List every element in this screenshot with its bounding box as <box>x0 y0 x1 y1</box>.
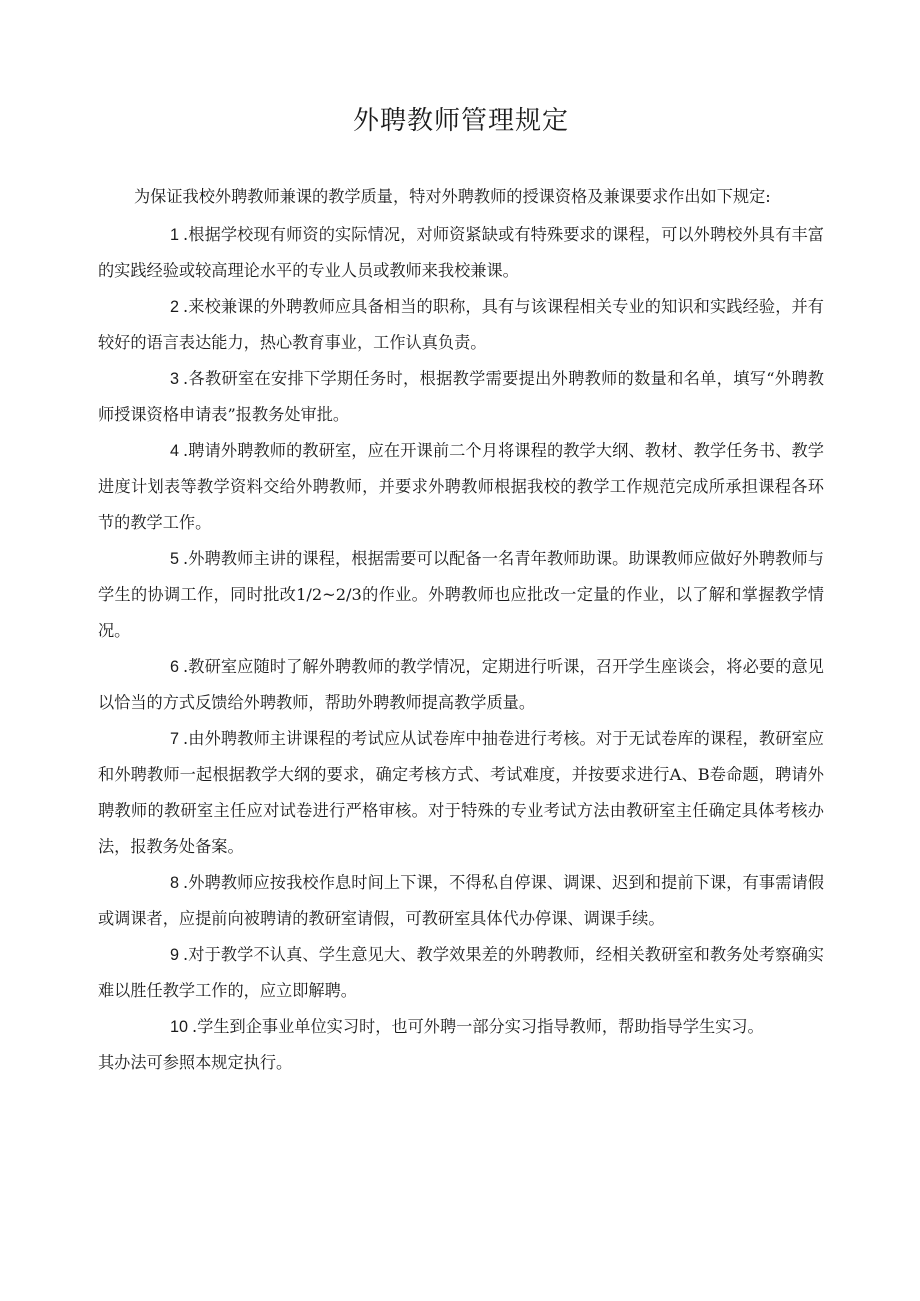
rule-number: 9 <box>170 946 180 964</box>
document-page <box>98 100 824 1081</box>
rule-number: 8 <box>170 874 180 892</box>
rule-number: 10 <box>170 1018 189 1036</box>
rule-item-4 <box>98 433 824 541</box>
rule-item-5 <box>98 541 824 649</box>
rule-text: .聘请外聘教师的教研室，应在开课前二个月将课程的教学大纲、教材、教学任务书、教学进度计划表等教学资料交给外聘教师，并要求外聘教师根据我校的教学工作规范完成所承担课程各环节的教学工作。 <box>98 441 824 532</box>
rule-number: 3 <box>170 370 180 388</box>
rule-item-7 <box>98 721 824 865</box>
rule-text: .各教研室在安排下学期任务时，根据教学需要提出外聘教师的数量和名单，填写“外聘教师授课资格申请表”报教务处审批。 <box>98 369 824 424</box>
rule-number: 4 <box>170 442 180 460</box>
rule-item-1 <box>98 217 824 289</box>
intro-paragraph: 为保证我校外聘教师兼课的教学质量，特对外聘教师的授课资格及兼课要求作出如下规定: <box>134 187 771 206</box>
closing-paragraph: 其办法可参照本规定执行。 <box>98 1053 293 1072</box>
rule-number: 2 <box>170 298 180 316</box>
rule-item-2 <box>98 289 824 361</box>
document-title: 外聘教师管理规定 <box>352 106 569 136</box>
rule-item-8 <box>98 865 824 937</box>
rule-number: 7 <box>170 730 180 748</box>
rule-text: .学生到企事业单位实习时，也可外聘一部分实习指导教师，帮助指导学生实习。 <box>192 1017 764 1036</box>
rule-item-6 <box>98 649 824 721</box>
rule-number: 1 <box>170 226 180 244</box>
rule-item-9 <box>98 937 824 1009</box>
rule-text: .来校兼课的外聘教师应具备相当的职称，具有与该课程相关专业的知识和实践经验，并有较好的语言表达能力，热心教育事业，工作认真负责。 <box>98 297 824 352</box>
rule-text: .由外聘教师主讲课程的考试应从试卷库中抽卷进行考核。对于无试卷库的课程，教研室应和外聘教师一起根据教学大纲的要求，确定考核方式、考试难度，并按要求进行A、B卷命题，聘请外聘教师的教研室主任应对试卷进行严格审核。对于特殊的专业考试方法由教研室主任确定具体考核办法，报教务处备案。 <box>98 729 824 856</box>
rule-item-10 <box>98 1009 824 1045</box>
rule-number: 5 <box>170 550 180 568</box>
rule-number: 6 <box>170 658 180 676</box>
rule-text: .外聘教师主讲的课程，根据需要可以配备一名青年教师助课。助课教师应做好外聘教师与学生的协调工作，同时批改1/2~2/3的作业。外聘教师也应批改一定量的作业，以了解和掌握教学情况。 <box>98 549 824 640</box>
rule-text: .教研室应随时了解外聘教师的教学情况，定期进行听课，召开学生座谈会，将必要的意见以恰当的方式反馈给外聘教师，帮助外聘教师提高教学质量。 <box>98 657 824 712</box>
rule-text: .对于教学不认真、学生意见大、教学效果差的外聘教师，经相关教研室和教务处考察确实难以胜任教学工作的，应立即解聘。 <box>98 945 824 1000</box>
rule-text: .根据学校现有师资的实际情况，对师资紧缺或有特殊要求的课程，可以外聘校外具有丰富的实践经验或较高理论水平的专业人员或教师来我校兼课。 <box>98 225 824 280</box>
rule-text: .外聘教师应按我校作息时间上下课，不得私自停课、调课、迟到和提前下课，有事需请假或调课者，应提前向被聘请的教研室请假，可教研室具体代办停课、调课手续。 <box>98 873 824 928</box>
rule-item-3 <box>98 361 824 433</box>
